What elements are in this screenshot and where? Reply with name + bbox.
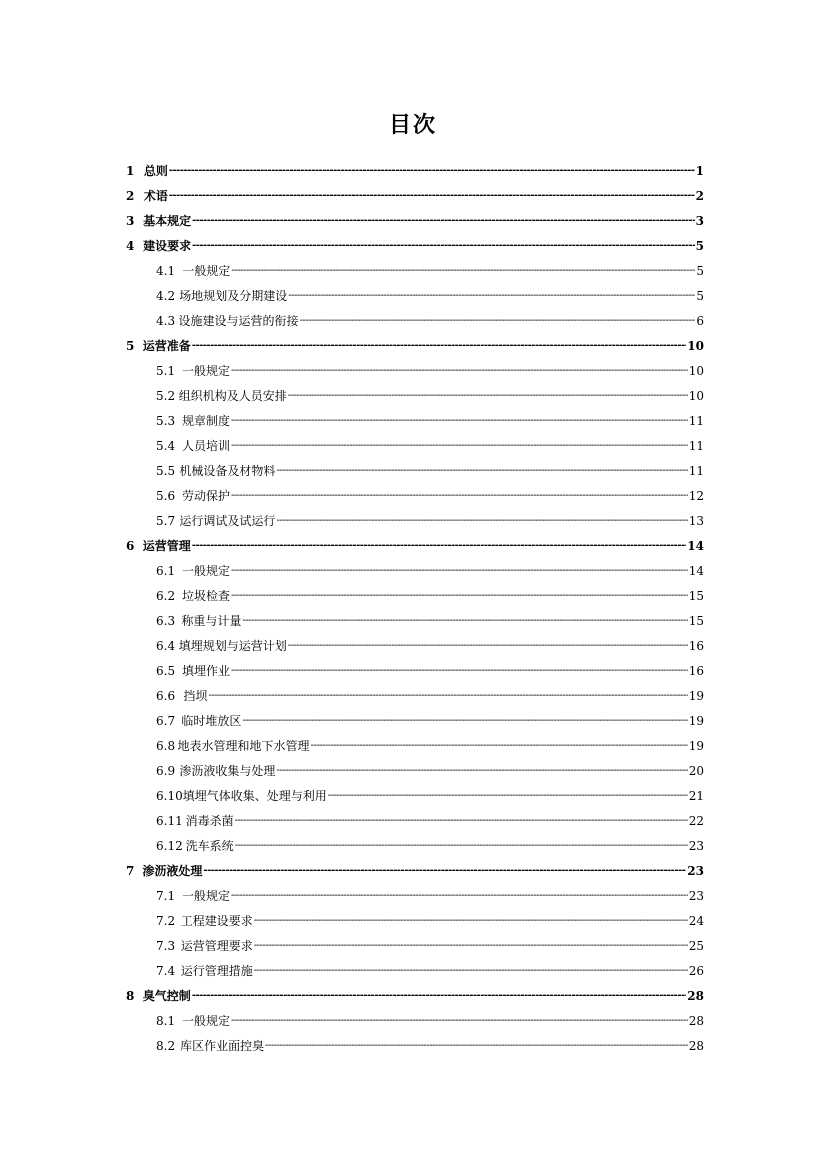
toc-section-entry[interactable] [124, 1033, 704, 1058]
toc-entry-page: 26 [688, 963, 704, 978]
toc-entry-number: 7 [126, 863, 135, 878]
toc-entry-title: 运营管理要求 [180, 939, 253, 953]
toc-dot-leader [231, 489, 688, 503]
toc-entry-page: 19 [688, 713, 704, 728]
toc-dot-leader [231, 364, 688, 378]
toc-entry-page: 23 [687, 863, 704, 878]
toc-entry-number: 6.11 [156, 813, 183, 828]
toc-entry-title: 规章制度 [182, 414, 231, 428]
toc-entry-number: 4.2 [156, 288, 176, 303]
toc-dot-leader [192, 239, 695, 253]
toc-dot-leader [300, 314, 696, 328]
toc-entry-number: 7.2 [156, 913, 176, 928]
toc-entry-number: 1 [126, 163, 135, 178]
toc-entry-title: 一般规定 [182, 264, 231, 278]
toc-section-entry[interactable] [124, 833, 704, 858]
toc-entry-title: 术语 [143, 189, 168, 203]
toc-section-entry[interactable] [124, 808, 704, 833]
toc-entry-number: 6.3 [156, 613, 176, 628]
toc-entry-page: 14 [687, 538, 704, 553]
toc-chapter-entry[interactable] [124, 533, 704, 558]
toc-section-entry[interactable] [124, 258, 704, 283]
toc-section-entry[interactable] [124, 633, 704, 658]
toc-dot-leader [254, 964, 688, 978]
toc-chapter-entry[interactable] [124, 158, 704, 183]
toc-entry-page: 10 [688, 388, 704, 403]
toc-dot-leader [169, 164, 695, 178]
toc-entry-number: 8.1 [156, 1013, 176, 1028]
toc-chapter-entry[interactable] [124, 208, 704, 233]
toc-entry-page: 5 [696, 263, 704, 278]
toc-dot-leader [192, 339, 686, 353]
toc-entry-number: 6.4 [156, 638, 176, 653]
toc-section-entry[interactable] [124, 558, 704, 583]
toc-section-entry[interactable] [124, 658, 704, 683]
toc-entry-number: 8.2 [156, 1038, 176, 1053]
toc-entry-page: 19 [688, 688, 704, 703]
toc-entry-page: 11 [688, 463, 704, 478]
page-title: 目次 [388, 113, 437, 138]
toc-entry-page: 6 [696, 313, 704, 328]
toc-dot-leader [276, 464, 687, 478]
toc-entry-title: 运行调试及试运行 [179, 514, 276, 528]
toc-dot-leader [208, 689, 687, 703]
toc-entry-number: 4.3 [156, 313, 176, 328]
toc-section-entry[interactable] [124, 308, 704, 333]
toc-chapter-entry[interactable] [124, 983, 704, 1008]
toc-entry-page: 12 [688, 488, 704, 503]
toc-entry-title: 工程建设要求 [180, 914, 253, 928]
toc-entry-page: 10 [687, 338, 704, 353]
toc-section-entry[interactable] [124, 1008, 704, 1033]
toc-entry-page: 23 [688, 888, 704, 903]
toc-entry-title: 渗沥液处理 [142, 864, 203, 878]
toc-entry-title: 洗车系统 [185, 839, 234, 853]
toc-entry-page: 3 [695, 213, 704, 228]
toc-dot-leader [203, 864, 686, 878]
toc-entry-title: 一般规定 [182, 1014, 231, 1028]
toc-entry-number: 4.1 [156, 263, 176, 278]
toc-entry-page: 5 [696, 288, 704, 303]
toc-section-entry[interactable] [124, 708, 704, 733]
toc-entry-number: 7.4 [156, 963, 176, 978]
toc-entry-title: 渗沥液收集与处理 [179, 764, 276, 778]
toc-entry-title: 临时堆放区 [181, 714, 242, 728]
toc-entry-title: 场地规划及分期建设 [179, 289, 288, 303]
toc-entry-title: 一般规定 [182, 364, 231, 378]
toc-entry-page: 15 [688, 613, 704, 628]
toc-entry-title: 机械设备及材物料 [179, 464, 276, 478]
toc-chapter-entry[interactable] [124, 858, 704, 883]
toc-entry-page: 10 [688, 363, 704, 378]
toc-entry-number: 6.10 [156, 788, 183, 803]
toc-dot-leader [242, 614, 687, 628]
toc-entry-number: 5.7 [156, 513, 176, 528]
toc-dot-leader [231, 414, 688, 428]
toc-chapter-entry[interactable] [124, 183, 704, 208]
toc-entry-number: 5.5 [156, 463, 176, 478]
toc-entry-title: 库区作业面控臭 [180, 1039, 265, 1053]
table-of-contents [124, 158, 704, 1058]
toc-dot-leader [231, 439, 688, 453]
toc-dot-leader [254, 939, 688, 953]
toc-section-entry[interactable] [124, 483, 704, 508]
toc-entry-title: 一般规定 [182, 889, 231, 903]
toc-entry-page: 23 [688, 838, 704, 853]
toc-entry-page: 28 [687, 988, 704, 1003]
toc-dot-leader [288, 639, 688, 653]
toc-section-entry[interactable] [124, 283, 704, 308]
toc-dot-leader [276, 764, 687, 778]
toc-entry-number: 7.1 [156, 888, 176, 903]
toc-entry-page: 24 [688, 913, 704, 928]
toc-chapter-entry[interactable] [124, 233, 704, 258]
toc-entry-title: 臭气控制 [142, 989, 191, 1003]
toc-dot-leader [235, 839, 688, 853]
toc-entry-page: 13 [688, 513, 704, 528]
toc-entry-page: 28 [688, 1038, 704, 1053]
toc-entry-page: 22 [688, 813, 704, 828]
toc-entry-number: 6.1 [156, 563, 176, 578]
toc-entry-page: 14 [688, 563, 704, 578]
toc-dot-leader [192, 989, 686, 1003]
toc-entry-title: 组织机构及人员安排 [178, 389, 287, 403]
toc-entry-title: 运营准备 [142, 339, 191, 353]
toc-entry-title: 消毒杀菌 [185, 814, 234, 828]
toc-section-entry[interactable] [124, 733, 704, 758]
toc-entry-page: 25 [688, 938, 704, 953]
toc-section-entry[interactable] [124, 783, 704, 808]
toc-entry-number: 8 [126, 988, 135, 1003]
toc-entry-page: 19 [688, 738, 704, 753]
toc-entry-number: 5 [126, 338, 135, 353]
toc-dot-leader [288, 289, 695, 303]
toc-dot-leader [231, 1014, 688, 1028]
toc-chapter-entry[interactable] [124, 333, 704, 358]
toc-entry-number: 6.8 [156, 738, 176, 753]
toc-entry-title: 运行管理措施 [180, 964, 253, 978]
toc-entry-page: 2 [695, 188, 704, 203]
toc-dot-leader [169, 189, 695, 203]
toc-entry-title: 填埋气体收集、处理与利用 [182, 789, 327, 803]
toc-entry-title: 建设要求 [143, 239, 192, 253]
toc-dot-leader [254, 914, 688, 928]
toc-entry-title: 人员培训 [182, 439, 231, 453]
toc-entry-page: 15 [688, 588, 704, 603]
toc-entry-page: 21 [688, 788, 704, 803]
toc-dot-leader [235, 814, 688, 828]
toc-entry-page: 1 [695, 163, 704, 178]
toc-entry-number: 5.6 [156, 488, 176, 503]
toc-entry-page: 16 [688, 663, 704, 678]
toc-entry-page: 28 [688, 1013, 704, 1028]
toc-entry-number: 6.12 [156, 838, 183, 853]
toc-section-entry[interactable] [124, 908, 704, 933]
toc-dot-leader [192, 539, 686, 553]
toc-section-entry[interactable] [124, 508, 704, 533]
toc-entry-number: 6.5 [156, 663, 176, 678]
toc-entry-title: 填埋规划与运营计划 [178, 639, 287, 653]
toc-section-entry[interactable] [124, 358, 704, 383]
toc-entry-title: 运营管理 [142, 539, 191, 553]
toc-entry-page: 11 [688, 438, 704, 453]
toc-entry-number: 5.3 [156, 413, 176, 428]
toc-section-entry[interactable] [124, 933, 704, 958]
toc-section-entry[interactable] [124, 883, 704, 908]
toc-entry-number: 6.6 [156, 688, 176, 703]
toc-entry-title: 基本规定 [143, 214, 192, 228]
toc-section-entry[interactable] [124, 683, 704, 708]
toc-entry-title: 总则 [143, 164, 168, 178]
toc-entry-title: 劳动保护 [182, 489, 231, 503]
toc-section-entry[interactable] [124, 758, 704, 783]
toc-dot-leader [231, 564, 688, 578]
toc-section-entry[interactable] [124, 958, 704, 983]
toc-section-entry[interactable] [124, 583, 704, 608]
toc-entry-number: 5.2 [156, 388, 176, 403]
toc-dot-leader [231, 889, 688, 903]
toc-section-entry[interactable] [124, 433, 704, 458]
toc-entry-number: 6 [126, 538, 135, 553]
toc-dot-leader [231, 264, 695, 278]
toc-dot-leader [328, 789, 688, 803]
toc-dot-leader [265, 1039, 688, 1053]
toc-dot-leader [231, 589, 688, 603]
toc-entry-number: 6.9 [156, 763, 176, 778]
toc-dot-leader [311, 739, 688, 753]
toc-dot-leader [242, 714, 687, 728]
toc-entry-number: 2 [126, 188, 135, 203]
toc-entry-title: 称重与计量 [181, 614, 242, 628]
toc-entry-number: 4 [126, 238, 135, 253]
toc-entry-number: 5.4 [156, 438, 176, 453]
toc-section-entry[interactable] [124, 383, 704, 408]
toc-dot-leader [288, 389, 688, 403]
toc-entry-title: 一般规定 [182, 564, 231, 578]
toc-dot-leader [192, 214, 695, 228]
toc-section-entry[interactable] [124, 608, 704, 633]
toc-entry-number: 5.1 [156, 363, 176, 378]
toc-entry-number: 3 [126, 213, 135, 228]
toc-entry-page: 16 [688, 638, 704, 653]
toc-entry-number: 6.2 [156, 588, 176, 603]
toc-entry-number: 6.7 [156, 713, 176, 728]
toc-entry-title: 设施建设与运营的衔接 [178, 314, 299, 328]
toc-entry-page: 11 [688, 413, 704, 428]
toc-section-entry[interactable] [124, 458, 704, 483]
toc-dot-leader [276, 514, 687, 528]
toc-entry-number: 7.3 [156, 938, 176, 953]
toc-entry-title: 挡坝 [183, 689, 208, 703]
toc-entry-page: 20 [688, 763, 704, 778]
toc-entry-title: 填埋作业 [182, 664, 231, 678]
toc-entry-title: 地表水管理和地下水管理 [177, 739, 310, 753]
toc-entry-page: 5 [695, 238, 704, 253]
toc-dot-leader [231, 664, 688, 678]
toc-entry-title: 垃圾检查 [182, 589, 231, 603]
toc-section-entry[interactable] [124, 408, 704, 433]
